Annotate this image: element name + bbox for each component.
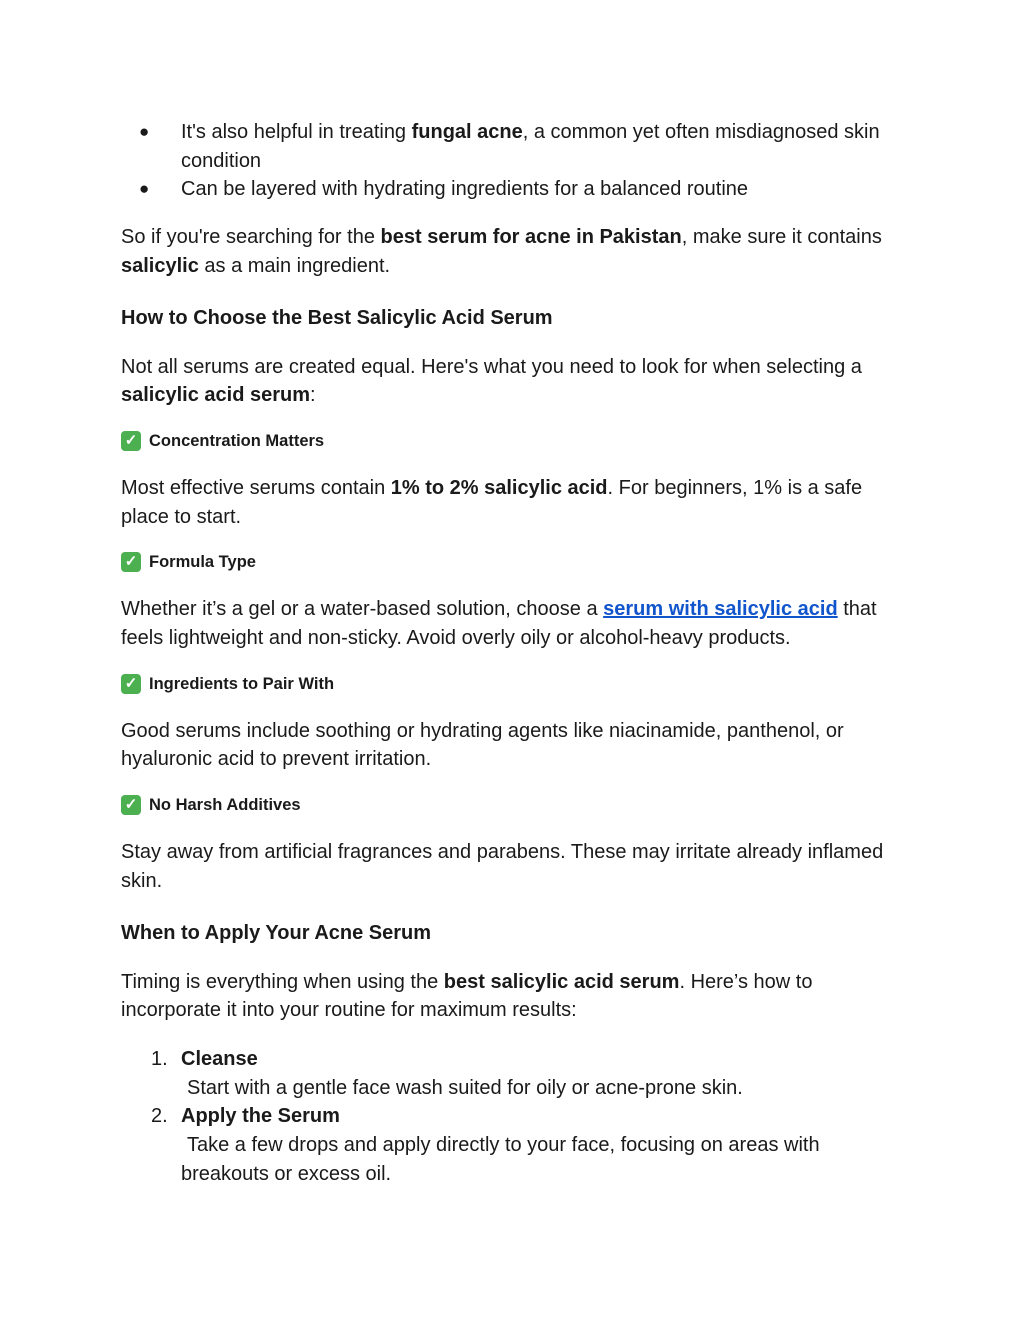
search-paragraph [121,223,911,280]
bullet-text-pre: Can be layered with hydrating ingredients for a balanced routine [181,178,749,201]
formula-paragraph [121,595,911,652]
bold-phrase: best serum for acne in Pakistan [380,226,682,249]
text-span: Not all serums are created equal. Here's what you need to look for when selecting a [121,355,862,378]
apply-paragraph [121,968,911,1025]
list-item [121,175,911,204]
text-span: Most effective serums contain [121,476,391,499]
text-span: that feels lightweight and non-sticky. Avoid overly oily or alcohol-heavy products. [121,598,877,650]
step-title: Apply the Serum [181,1105,340,1128]
bullet-text-pre: It's also helpful in treating [181,121,412,143]
list-item [121,1045,911,1102]
document-page [121,118,911,1188]
section-heading-apply: When to Apply Your Acne Serum [121,921,432,944]
text-span: Timing is everything when using the [121,970,444,993]
subheading-concentration [121,429,911,453]
step-text: Take a few drops and apply directly to your face, focusing on areas with breakouts or excess oil. [181,1134,820,1185]
step-number: 1. [151,1047,168,1070]
step-number: 2. [151,1105,168,1128]
subheading-additives [121,793,911,817]
text-span: Whether it’s a gel or a water-based solution, choose a [121,598,604,621]
text-span: , make sure it contains [681,226,882,249]
check-mark-icon: ✓ [121,674,141,694]
subheading-formula [121,550,911,574]
bold-phrase: 1% to 2% salicylic acid [390,476,608,499]
bullet-dot-icon: ● [139,179,150,199]
ingredients-paragraph: Good serums include soothing or hydrating agents like niacinamide, panthenol, or hyaluronic acid to prevent irritation. [121,719,844,771]
bullet-text-bold: fungal acne [411,121,523,143]
serum-link[interactable]: serum with salicylic acid [603,598,838,621]
text-span: . Here’s how to incorporate it into your routine for maximum results: [121,970,813,1022]
list-item [121,1102,911,1188]
text-span: as a main ingredient. [198,254,391,277]
text-span: : [310,384,316,407]
choose-paragraph [121,353,911,410]
step-title: Cleanse [181,1047,258,1070]
additives-paragraph: Stay away from artificial fragrances and parabens. These may irritate already inflamed skin. [121,841,884,892]
concentration-paragraph [121,474,911,531]
check-mark-icon: ✓ [121,552,141,572]
subheading-ingredients [121,672,911,696]
subheading-label: Formula Type [149,553,256,572]
steps-list [121,1045,911,1189]
subheading-label: No Harsh Additives [149,796,301,815]
intro-bullet-list [121,118,911,204]
bold-phrase: salicylic [121,254,199,277]
bullet-dot-icon: ● [139,122,150,141]
subheading-label: Concentration Matters [149,431,325,450]
text-span: . For beginners, 1% is a safe place to start. [121,476,863,528]
bold-phrase: best salicylic acid serum [443,970,680,993]
check-mark-icon: ✓ [121,795,141,815]
text-span: So if you're searching for the [121,226,381,249]
bold-phrase: salicylic acid serum [121,384,311,407]
list-item [121,118,911,175]
subheading-label: Ingredients to Pair With [149,674,335,693]
bullet-text-post: , a common yet often misdiagnosed skin condition [181,121,880,172]
section-heading-choose: How to Choose the Best Salicylic Acid Serum [121,306,553,329]
check-mark-icon: ✓ [121,431,141,451]
step-text: Start with a gentle face wash suited for oily or acne-prone skin. [187,1076,743,1099]
